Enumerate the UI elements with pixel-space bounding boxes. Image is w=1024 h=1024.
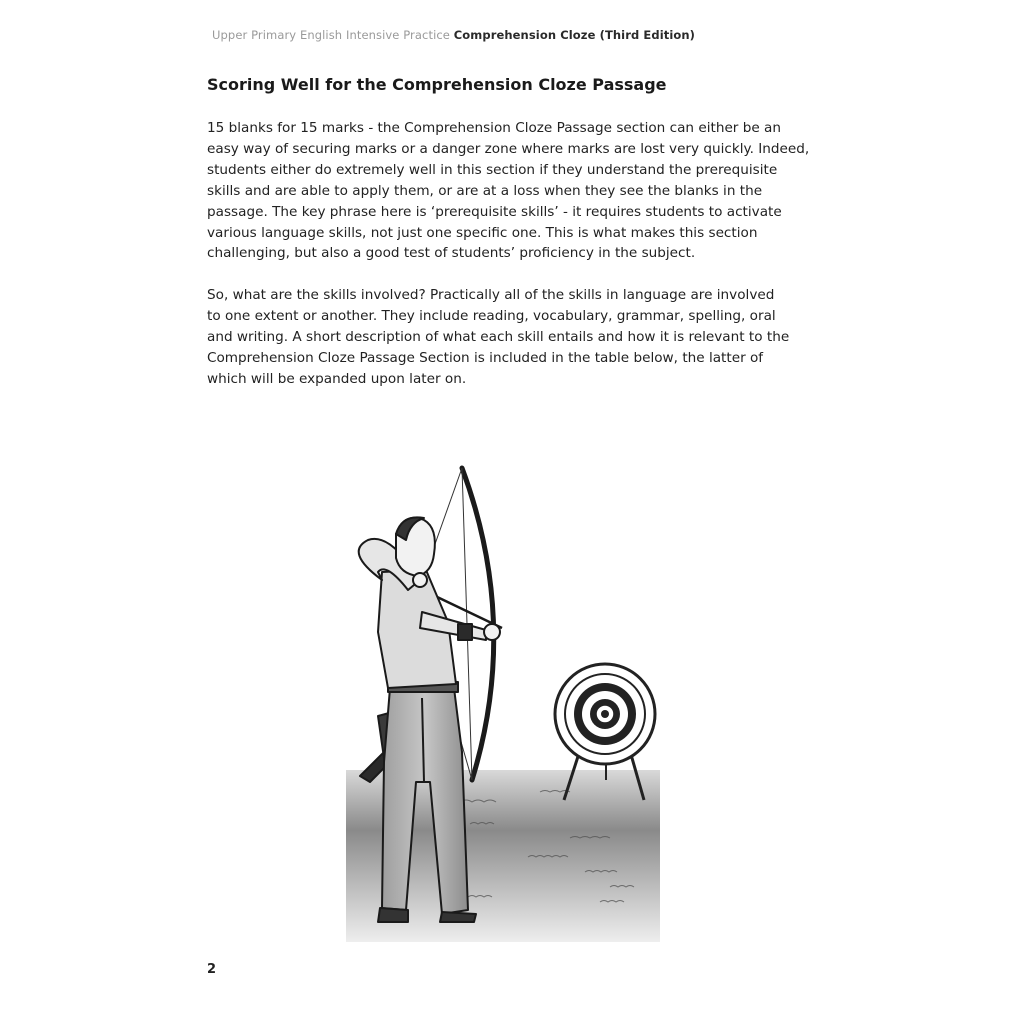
- archer-illustration: [330, 462, 670, 948]
- book-title: Comprehension Cloze (Third Edition): [453, 28, 696, 42]
- paragraph-line: So, what are the skills involved? Practically all of the skills in language are involved: [207, 287, 775, 303]
- paragraph-line: various language skills, not just one specific one. This is what makes this section: [207, 224, 758, 241]
- paragraph-line: passage. The key phrase here is ‘prerequisite skills’ - it requires students to activate: [207, 203, 782, 220]
- paragraph-line: which will be expanded upon later on.: [207, 370, 467, 387]
- section-title: Scoring Well for the Comprehension Cloze Passage: [207, 75, 667, 94]
- paragraph-line: students either do extremely well in this section if they understand the prerequisite: [207, 161, 778, 178]
- paragraph-line: Comprehension Cloze Passage Section is included in the table below, the latter of: [207, 349, 764, 366]
- paragraph-line: 15 blanks for 15 marks - the Comprehension Cloze Passage section can either be an: [207, 120, 781, 136]
- paragraph-line: easy way of securing marks or a danger zone where marks are lost very quickly. Indeed,: [207, 140, 810, 157]
- series-name: Upper Primary English Intensive Practice: [212, 28, 450, 42]
- paragraph-line: to one extent or another. They include reading, vocabulary, grammar, spelling, oral: [207, 307, 776, 324]
- body-paragraph-1: [207, 118, 819, 264]
- paragraph-line: challenging, but also a good test of students’ proficiency in the subject.: [207, 245, 696, 262]
- paragraph-line: skills and are able to apply them, or are at a loss when they see the blanks in the: [207, 182, 763, 199]
- paragraph-line: and writing. A short description of what each skill entails and how it is relevant to the: [207, 328, 790, 345]
- page-number: 2: [207, 962, 217, 977]
- running-header: [212, 28, 695, 42]
- body-paragraph-2: [207, 285, 819, 390]
